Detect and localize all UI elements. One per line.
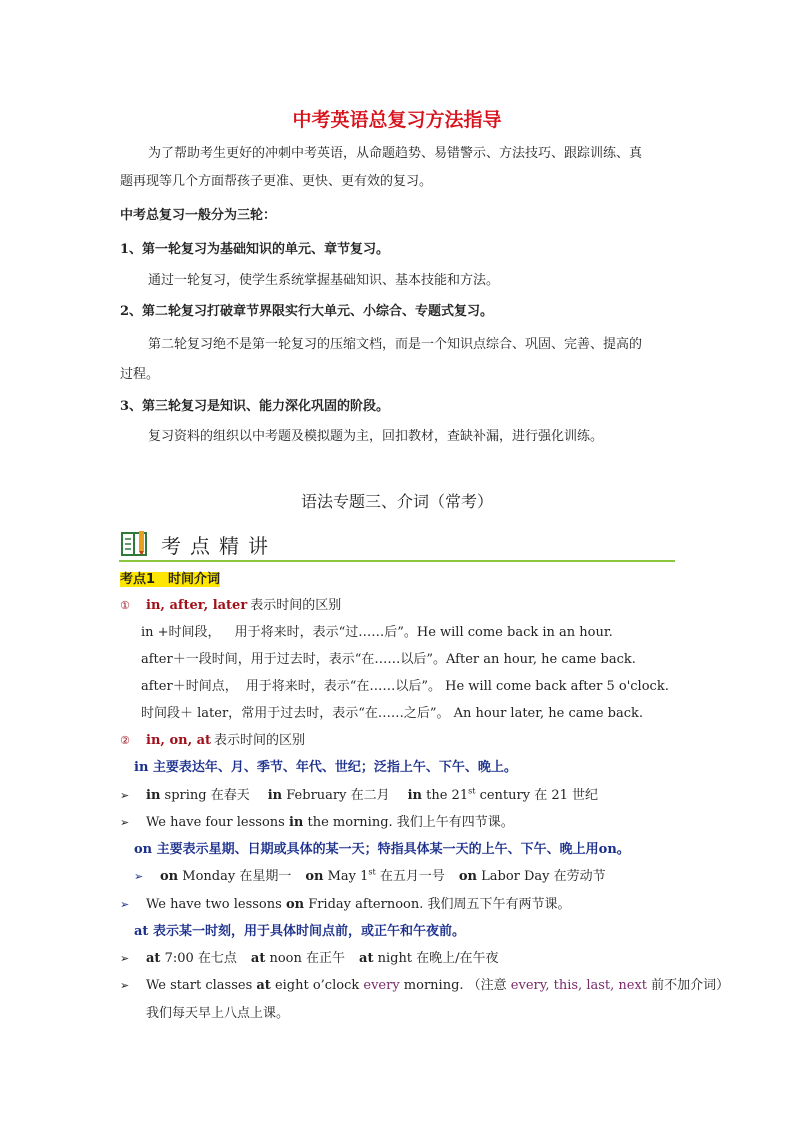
item-2-number: ② [120,734,130,747]
banner-divider [119,560,675,562]
at-example-2-translation: 我们每天早上八点上课。 [146,1006,290,1021]
section-1-label-text: 考点1 时间介词 [120,572,221,587]
prep: at [146,951,161,966]
intro-line-1: 为了帮助考生更好的冲刺中考英语，从命题趋势、易错警示、方法技巧、跟踪训练、真 [148,146,643,161]
arrow-bullet-icon: ➢ [120,979,130,992]
intro-line-2: 题再现等几个方面帮孩子更准、更快、更有效的复习。 [120,174,433,189]
line-2-part-a: after＋一段时间， [141,652,251,667]
text: We start classes [146,978,257,993]
line-4-part-a: 时间段＋ later， [141,706,242,721]
prep: in [407,788,422,803]
highlight-words: every, this, last, next [510,978,648,993]
text: morning. （注意 [399,978,511,993]
prep: on [305,869,324,884]
text: 前不加介词） [647,978,730,993]
item-1-line-2 [141,651,636,669]
text: Monday 在星期一 [178,869,292,884]
item-2-words: in, on, at [146,733,212,748]
arrow-bullet-icon: ➢ [120,789,130,802]
round-2-body-1: 第二轮复习绝不是第一轮复习的压缩文档，而是一个知识点综合、巩固、完善、提高的 [148,337,643,352]
text: May 1 [323,869,369,884]
arrow-bullet-icon: ➢ [120,816,130,829]
line-3-part-b: 用于将来时，表示“在……以后”。 He will come back after 5 o'clock. [245,679,669,694]
superscript: st [368,867,376,877]
prep: in [288,815,304,830]
prep: at [359,951,374,966]
prep: in [146,788,161,803]
on-rule: on 主要表示星期、日期或具体的某一天；特指具体某一天的上午、下午、晚上用on。 [134,842,630,857]
on-example-2 [120,896,571,914]
line-1-part-b: 用于将来时，表示“过……后”。He will come back in an hour. [234,625,613,640]
line-2-part-b: 用于过去时，表示“在……以后”。After an hour, he came back. [250,652,636,667]
item-1-line-4 [141,705,643,723]
rounds-heading: 中考总复习一般分为三轮： [120,208,277,223]
document-title: 中考英语总复习方法指导 [292,109,502,131]
item-1-desc: 表示时间的区别 [250,598,342,613]
at-example-1 [120,950,499,968]
item-2-heading [120,732,305,750]
prep: on [458,869,477,884]
text: We have two lessons [146,897,286,912]
prep: on [160,869,179,884]
text: the 21 [422,788,469,803]
arrow-bullet-icon: ➢ [134,870,144,883]
in-example-2 [120,814,514,832]
text: noon 在正午 [265,951,346,966]
round-1-body: 通过一轮复习，使学生系统掌握基础知识、基本技能和方法。 [148,273,500,288]
text: Labor Day 在劳动节 [477,869,606,884]
line-3-part-a: after＋时间点， [141,679,238,694]
at-example-2 [120,977,729,995]
round-3-heading: 3、第三轮复习是知识、能力深化巩固的阶段。 [120,399,390,414]
text: We have four lessons [146,815,289,830]
superscript: st [468,786,476,796]
prep: at [256,978,271,993]
in-rule: in 主要表达年、月、季节、年代、世纪；泛指上午、下午、晚上。 [134,760,517,775]
line-1-part-a: in +时间段， [141,625,221,640]
text: 在五月一号 [375,869,445,884]
item-1-line-3 [141,678,669,696]
item-1-number: ① [120,599,130,612]
text: February 在二月 [282,788,390,803]
item-1-heading [120,597,341,615]
on-example-1 [134,868,606,886]
section-1-label [120,571,220,589]
item-2-desc: 表示时间的区别 [214,733,306,748]
prep: in [267,788,283,803]
text: the morning. 我们上午有四节课。 [303,815,514,830]
item-1-line-1 [141,624,613,642]
section-banner [119,530,675,562]
text: century 在 21 世纪 [475,788,599,803]
text: spring 在春天 [160,788,250,803]
highlight-word: every [363,978,400,993]
round-3-body: 复习资料的组织以中考题及模拟题为主，回扣教材，查缺补漏，进行强化训练。 [148,429,604,444]
in-example-1 [120,787,598,805]
text: 7:00 在七点 [160,951,237,966]
grammar-topic-title: 语法专题三、介词（常考） [300,492,493,511]
round-2-heading: 2、第二轮复习打破章节界限实行大单元、小综合、专题式复习。 [120,304,494,319]
at-rule: at 表示某一时刻，用于具体时间点前，或正午和午夜前。 [134,924,465,939]
line-4-part-b: 常用于过去时，表示“在……之后”。 An hour later, he came back. [241,706,644,721]
text: Friday afternoon. 我们周五下午有两节课。 [304,897,571,912]
prep: on [285,897,305,912]
prep: at [250,951,266,966]
round-2-body-2: 过程。 [120,367,160,382]
text: night 在晚上/在午夜 [373,951,499,966]
arrow-bullet-icon: ➢ [120,952,130,965]
text: eight o’clock [270,978,364,993]
item-1-words: in, after, later [146,598,248,613]
arrow-bullet-icon: ➢ [120,898,130,911]
round-1-heading: 1、第一轮复习为基础知识的单元、章节复习。 [120,242,390,257]
book-icon [119,530,151,560]
banner-title: 考点精讲 [161,534,277,558]
